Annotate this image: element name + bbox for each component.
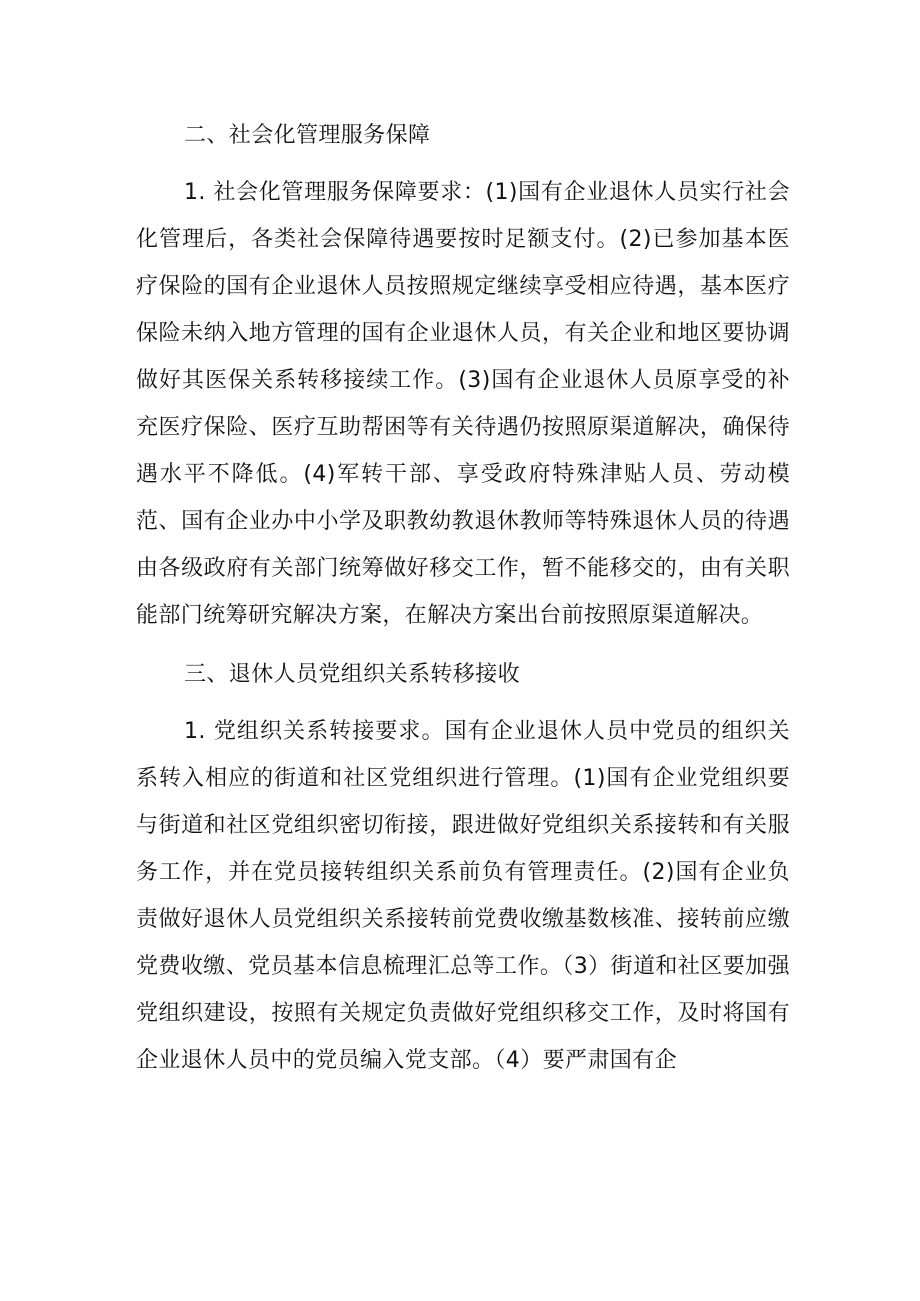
section-heading-social-management: 二、社会化管理服务保障 (184, 123, 431, 148)
section-heading-party-relations-transfer: 三、退休人员党组织关系转移接收 (184, 662, 521, 687)
spacer (136, 698, 790, 708)
spacer (136, 159, 790, 169)
document-body (136, 112, 790, 1084)
paragraph-party-relations-requirements: 1. 党组织关系转接要求。国有企业退休人员中党员的组织关系转入相应的街道和社区党组织进行管理。(1)国有企业党组织要与街道和社区党组织密切衔接，跟进做好党组织关系接转和有关服务工作，并在党员接转组织关系前负有管理责任。(2)国有企业负责做好退休人员党组织关系接转前党费收缴基数核准、接转前应缴党费收缴、党员基本信息梳理汇总等工作。（3）街道和社区要加强党组织建设，按照有关规定负责做好党组织移交工作，及时将国有企业退休人员中的党员编入党支部。（4）要严肃国有企 (136, 719, 790, 1073)
spacer (136, 639, 790, 651)
paragraph-social-management-requirements: 1. 社会化管理服务保障要求：(1)国有企业退休人员实行社会化管理后，各类社会保障待遇要按时足额支付。(2)已参加基本医疗保险的国有企业退休人员按照规定继续享受相应待遇，基本医疗保险未纳入地方管理的国有企业退休人员，有关企业和地区要协调做好其医保关系转移接续工作。(3)国有企业退休人员原享受的补充医疗保险、医疗互助帮困等有关待遇仍按照原渠道解决，确保待遇水平不降低。(4)军转干部、享受政府特殊津贴人员、劳动模范、国有企业办中小学及职教幼教退休教师等特殊退休人员的待遇由各级政府有关部门统筹做好移交工作，暂不能移交的，由有关职能部门统筹研究解决方案，在解决方案出台前按照原渠道解决。 (136, 180, 790, 628)
